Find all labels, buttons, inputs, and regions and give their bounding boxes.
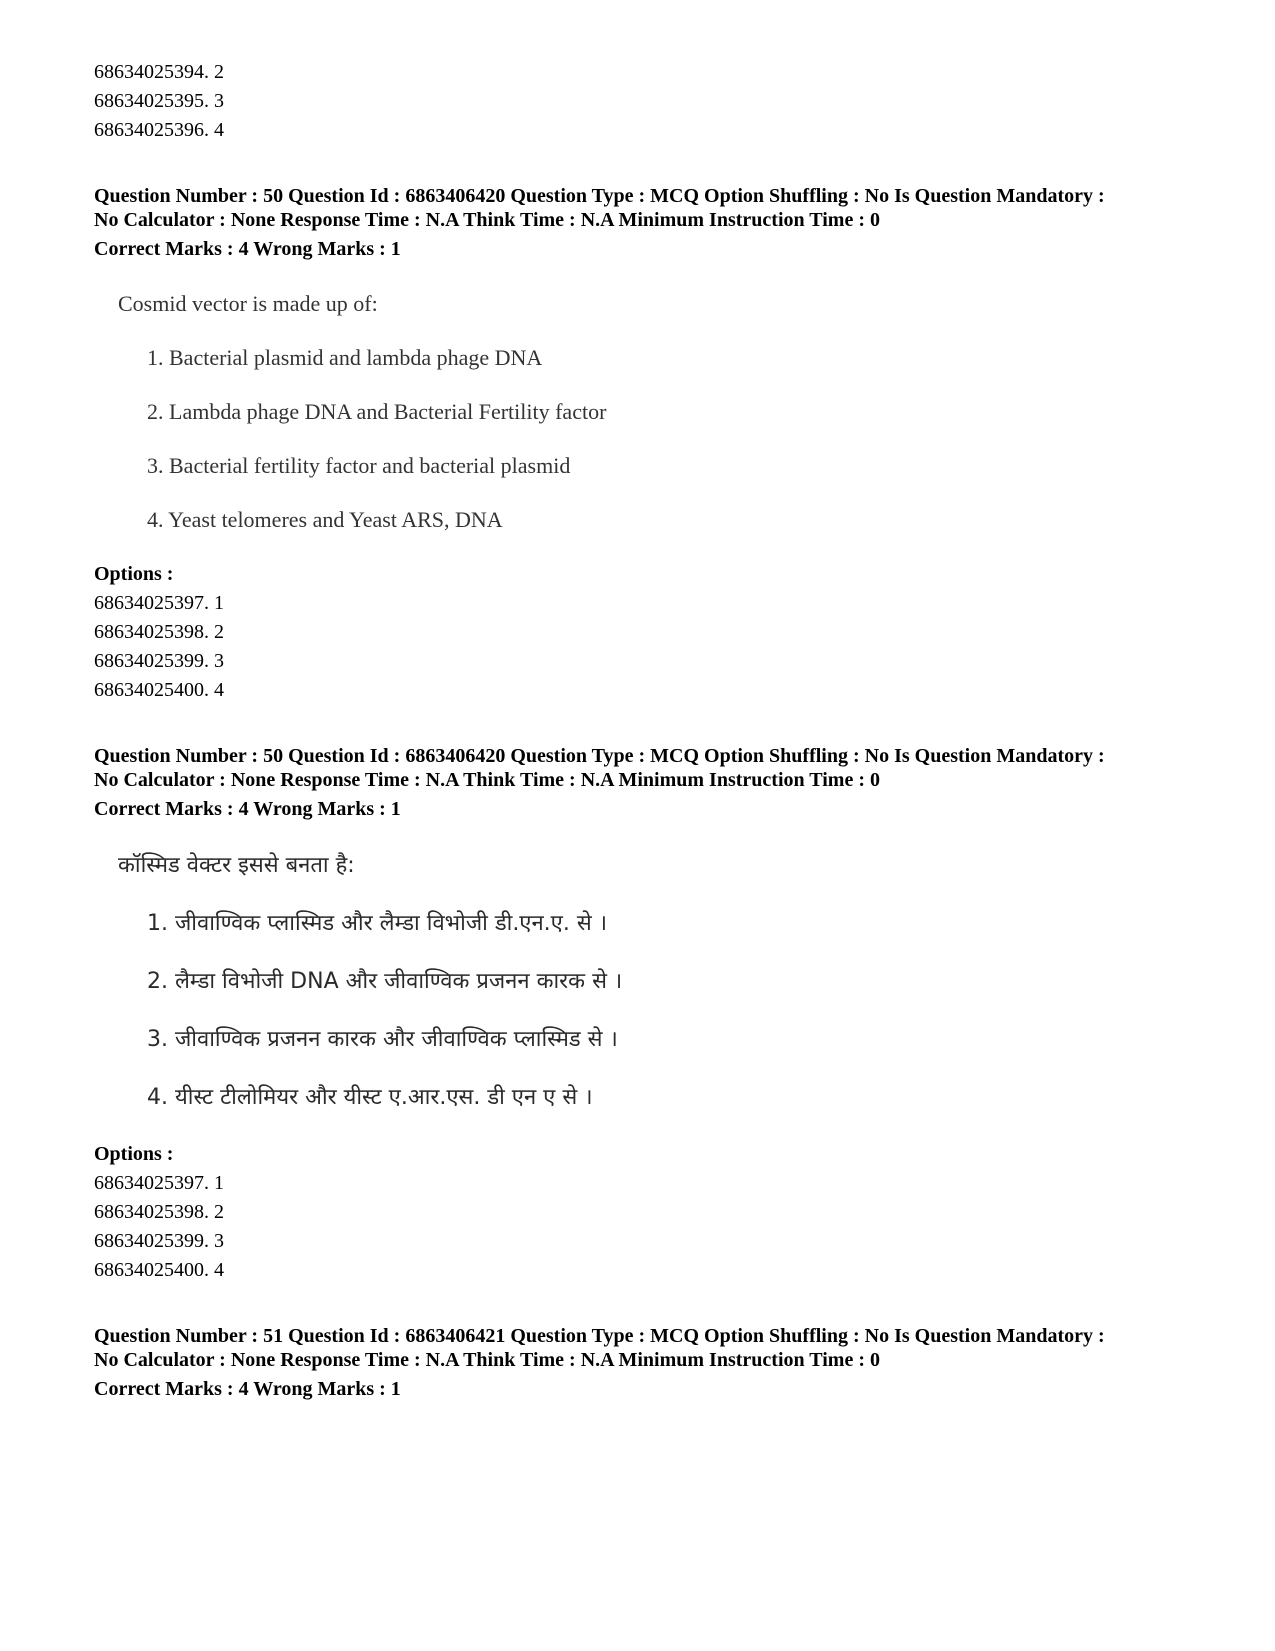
option-line: 68634025399. 3 [94,1230,224,1252]
option-line: 68634025397. 1 [94,592,224,614]
question-header-line2: No Calculator : None Response Time : N.A Think Time : N.A Minimum Instruction Time : 0 [94,1349,880,1371]
question-header-line2: No Calculator : None Response Time : N.A Think Time : N.A Minimum Instruction Time : 0 [94,769,880,791]
question-text: Cosmid vector is made up of: [118,291,378,316]
question-choice: 4. यीस्ट टीलोमियर और यीस्ट ए.आर.एस. डी एन ए से । [147,1085,593,1110]
options-label: Options : [94,1143,174,1165]
question-choice: 2. Lambda phage DNA and Bacterial Fertility factor [147,399,607,424]
option-line: 68634025398. 2 [94,1201,224,1223]
options-label: Options : [94,563,174,585]
option-line: 68634025397. 1 [94,1172,224,1194]
question-marks: Correct Marks : 4 Wrong Marks : 1 [94,238,401,260]
question-choice: 1. Bacterial plasmid and lambda phage DNA [147,345,543,370]
option-line: 68634025396. 4 [94,119,224,141]
option-line: 68634025399. 3 [94,650,224,672]
question-choice: 1. जीवाण्विक प्लास्मिड और लैम्डा विभोजी डी.एन.ए. से । [147,911,608,936]
question-header-line2: No Calculator : None Response Time : N.A Think Time : N.A Minimum Instruction Time : 0 [94,209,880,231]
question-header-line1: Question Number : 50 Question Id : 6863406420 Question Type : MCQ Option Shuffling : No Is Question Mandatory : [94,185,1105,207]
option-line: 68634025400. 4 [94,1259,224,1281]
question-text: कॉस्मिड वेक्टर इससे बनता है: [118,853,355,878]
question-marks: Correct Marks : 4 Wrong Marks : 1 [94,798,401,820]
question-header-line1: Question Number : 51 Question Id : 6863406421 Question Type : MCQ Option Shuffling : No Is Question Mandatory : [94,1325,1105,1347]
question-choice: 2. लैम्डा विभोजी DNA और जीवाण्विक प्रजनन कारक से । [147,969,623,994]
question-choice: 3. Bacterial fertility factor and bacterial plasmid [147,453,571,478]
option-line: 68634025395. 3 [94,90,224,112]
option-line: 68634025394. 2 [94,61,224,83]
question-choice: 3. जीवाण्विक प्रजनन कारक और जीवाण्विक प्लास्मिड से । [147,1027,618,1052]
question-choice: 4. Yeast telomeres and Yeast ARS, DNA [147,507,503,532]
option-line: 68634025400. 4 [94,679,224,701]
question-header-line1: Question Number : 50 Question Id : 6863406420 Question Type : MCQ Option Shuffling : No Is Question Mandatory : [94,745,1105,767]
question-marks: Correct Marks : 4 Wrong Marks : 1 [94,1378,401,1400]
option-line: 68634025398. 2 [94,621,224,643]
